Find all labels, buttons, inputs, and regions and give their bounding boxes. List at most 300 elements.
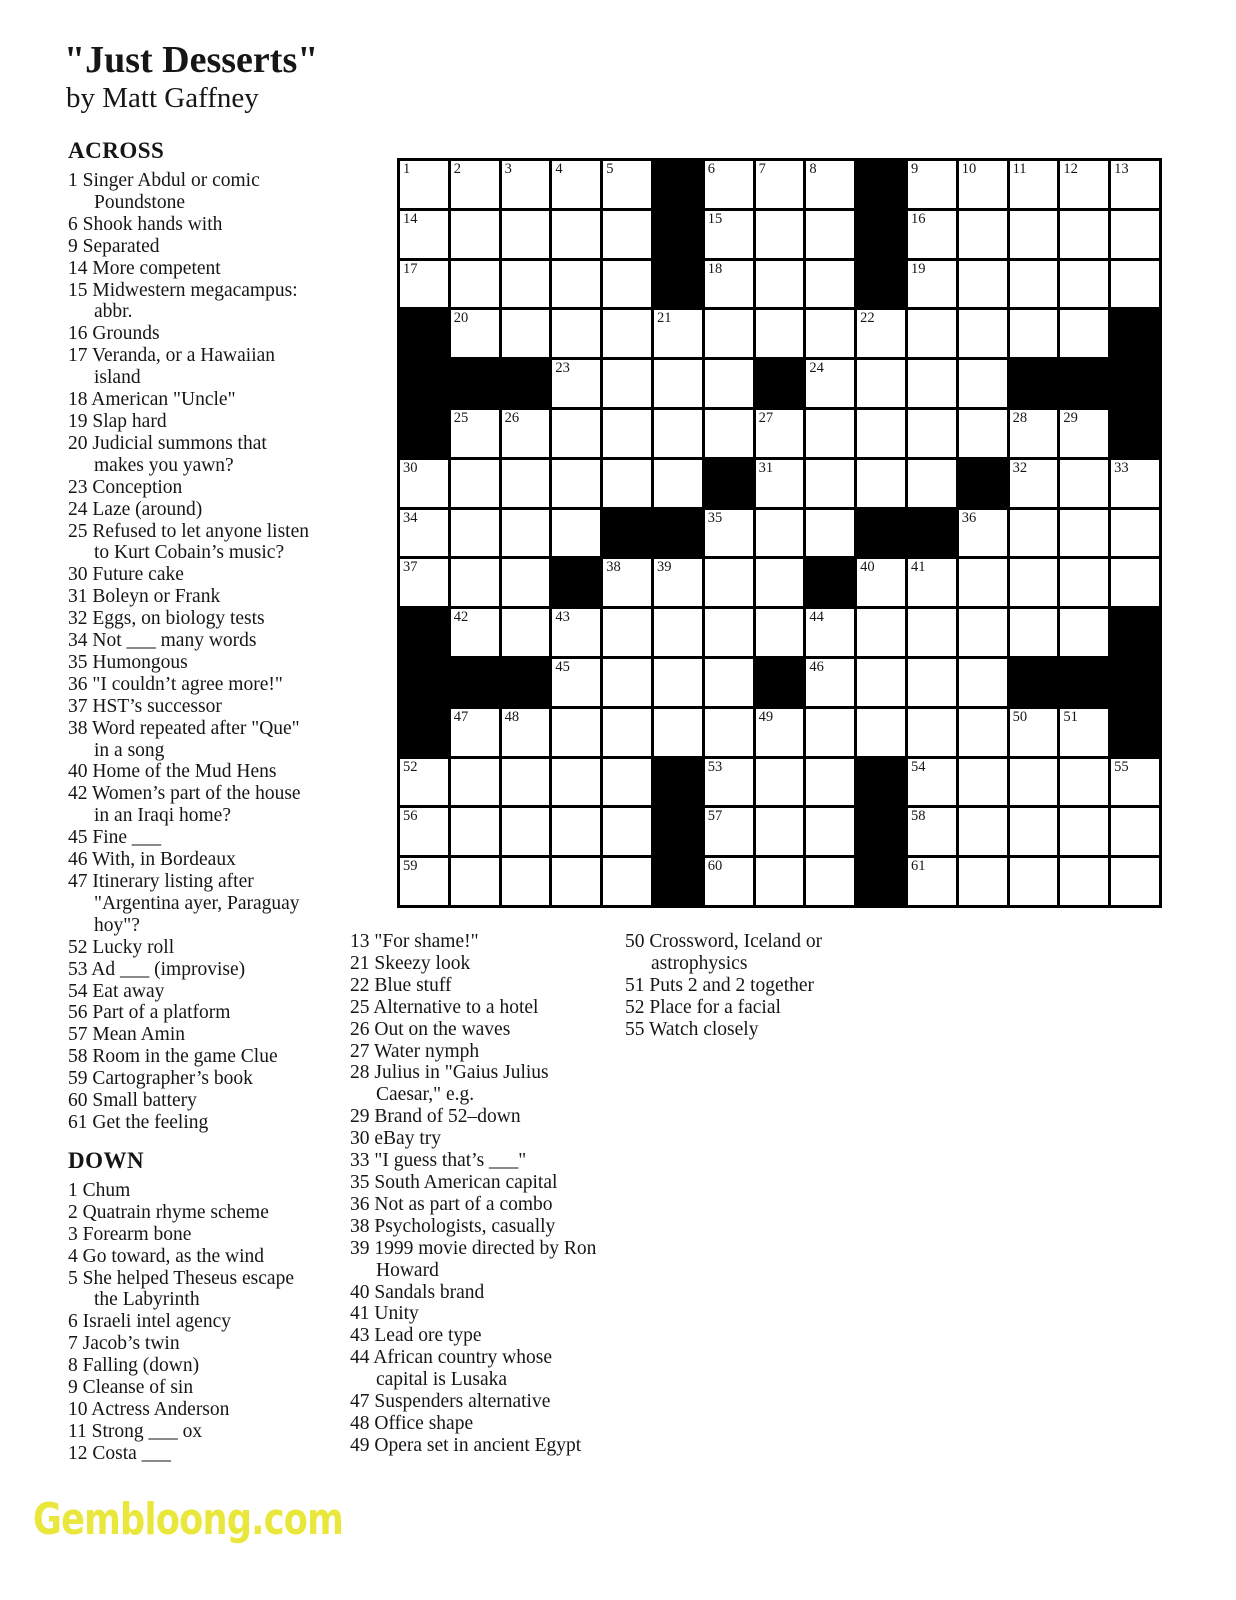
cell-number-49: 49 xyxy=(758,708,774,725)
down-header: DOWN xyxy=(68,1147,145,1173)
cell-r12c1-black xyxy=(400,709,448,756)
cell-r12c5 xyxy=(603,709,651,756)
cell-r10c4 xyxy=(552,609,600,656)
cell-r5c10 xyxy=(857,360,905,407)
down-clue-35: 35 South American capital xyxy=(350,1171,558,1193)
down-clue-33: 33 "I guess that’s ___" xyxy=(350,1150,527,1172)
cell-r12c4 xyxy=(552,709,600,756)
cell-r9c6 xyxy=(654,559,702,606)
cell-r13c1 xyxy=(400,759,448,806)
cell-r10c5 xyxy=(603,609,651,656)
cell-number-16: 16 xyxy=(910,210,926,227)
cell-r3c7 xyxy=(705,261,753,308)
cell-r1c12 xyxy=(959,161,1007,208)
cell-r7c9 xyxy=(806,460,854,507)
cell-r2c3 xyxy=(502,211,550,258)
cell-r5c11 xyxy=(908,360,956,407)
cell-r4c4 xyxy=(552,310,600,357)
cell-r10c13 xyxy=(1010,609,1058,656)
cell-r8c2 xyxy=(451,510,499,557)
cell-number-29: 29 xyxy=(1063,409,1078,426)
across-clue-42: 42 Women’s part of the house in an Iraqi home? xyxy=(68,783,301,827)
down-clue-26: 26 Out on the waves xyxy=(350,1018,511,1040)
across-clue-52: 52 Lucky roll xyxy=(68,936,175,958)
cell-r1c1 xyxy=(400,161,448,208)
cell-r14c10-black xyxy=(857,808,905,855)
cell-r2c1 xyxy=(400,211,448,258)
down-clue-30: 30 eBay try xyxy=(350,1128,441,1150)
cell-r1c4 xyxy=(552,161,600,208)
down-clue-13: 13 "For shame!" xyxy=(350,931,479,952)
cell-r14c11 xyxy=(908,808,956,855)
across-clue-53: 53 Ad ___ (improvise) xyxy=(68,958,246,980)
cell-r4c7 xyxy=(705,310,753,357)
cell-number-37: 37 xyxy=(403,559,418,576)
cell-number-52: 52 xyxy=(403,758,418,775)
cell-r8c3 xyxy=(502,510,550,557)
cell-r6c11 xyxy=(908,410,956,457)
cell-r8c5-black xyxy=(603,510,651,557)
across-clue-30: 30 Future cake xyxy=(68,564,184,586)
cell-r14c13 xyxy=(1010,808,1058,855)
cell-number-25: 25 xyxy=(453,409,469,426)
cell-r6c8 xyxy=(756,410,804,457)
cell-r2c9 xyxy=(806,211,854,258)
cell-r7c6 xyxy=(654,460,702,507)
cell-number-15: 15 xyxy=(707,210,723,227)
cell-r15c10-black xyxy=(857,858,905,905)
down-clue-25: 25 Alternative to a hotel xyxy=(350,996,539,1018)
cell-r12c3 xyxy=(502,709,550,756)
cell-number-28: 28 xyxy=(1012,409,1028,426)
cell-r14c7 xyxy=(705,808,753,855)
cell-r12c7 xyxy=(705,709,753,756)
across-clue-25: 25 Refused to let anyone listen to Kurt Cobain’s music? xyxy=(68,520,309,564)
cell-r15c8 xyxy=(756,858,804,905)
clues-column-left xyxy=(68,138,310,1465)
cell-r4c13 xyxy=(1010,310,1058,357)
cell-r8c10-black xyxy=(857,510,905,557)
cell-r15c12 xyxy=(959,858,1007,905)
down-clue-47: 47 Suspenders alternative xyxy=(350,1391,551,1413)
cell-number-45: 45 xyxy=(555,658,570,675)
cell-r10c8 xyxy=(756,609,804,656)
cell-r2c11 xyxy=(908,211,956,258)
cell-r12c8 xyxy=(756,709,804,756)
cell-r5c9 xyxy=(806,360,854,407)
down-clue-4: 4 Go toward, as the wind xyxy=(68,1245,265,1267)
down-clue-52: 52 Place for a facial xyxy=(625,996,781,1018)
cell-number-55: 55 xyxy=(1114,758,1129,775)
cell-r15c9 xyxy=(806,858,854,905)
cell-r9c2 xyxy=(451,559,499,606)
cell-r14c9 xyxy=(806,808,854,855)
cell-r11c9 xyxy=(806,659,854,706)
across-clue-32: 32 Eggs, on biology tests xyxy=(68,608,265,630)
cell-r5c15-black xyxy=(1111,360,1159,407)
cell-r12c2 xyxy=(451,709,499,756)
cell-number-56: 56 xyxy=(403,808,418,825)
cell-r10c15-black xyxy=(1111,609,1159,656)
cell-r9c12 xyxy=(959,559,1007,606)
cell-r14c12 xyxy=(959,808,1007,855)
cell-r1c7 xyxy=(705,161,753,208)
cell-r9c7 xyxy=(705,559,753,606)
cell-r10c9 xyxy=(806,609,854,656)
cell-r6c4 xyxy=(552,410,600,457)
watermark: Gembloong.com xyxy=(33,1494,344,1545)
cell-r15c6-black xyxy=(654,858,702,905)
cell-r12c6 xyxy=(654,709,702,756)
cell-r12c9 xyxy=(806,709,854,756)
cell-r2c13 xyxy=(1010,211,1058,258)
cell-r6c15-black xyxy=(1111,410,1159,457)
cell-r11c5 xyxy=(603,659,651,706)
cell-r4c5 xyxy=(603,310,651,357)
cell-r3c13 xyxy=(1010,261,1058,308)
cell-r13c9 xyxy=(806,759,854,806)
across-clue-6: 6 Shook hands with xyxy=(68,213,223,235)
cell-r1c6-black xyxy=(654,161,702,208)
cell-r9c5 xyxy=(603,559,651,606)
cell-number-30: 30 xyxy=(403,459,418,476)
down-clue-1: 1 Chum xyxy=(68,1179,131,1201)
cell-number-35: 35 xyxy=(707,509,723,526)
cell-r4c8 xyxy=(756,310,804,357)
down-clue-48: 48 Office shape xyxy=(350,1412,474,1434)
cell-number-44: 44 xyxy=(809,609,824,626)
cell-number-23: 23 xyxy=(555,360,570,377)
cell-number-36: 36 xyxy=(961,509,977,526)
puzzle-title: "Just Desserts" xyxy=(64,39,319,81)
cell-r6c1-black xyxy=(400,410,448,457)
cell-r4c3 xyxy=(502,310,550,357)
cell-r13c4 xyxy=(552,759,600,806)
cell-r6c13 xyxy=(1010,410,1058,457)
down-clue-list-3 xyxy=(625,931,863,1041)
down-clue-41: 41 Unity xyxy=(350,1303,419,1325)
cell-r5c6 xyxy=(654,360,702,407)
cell-number-43: 43 xyxy=(555,609,570,626)
cell-r3c5 xyxy=(603,261,651,308)
cell-r5c7 xyxy=(705,360,753,407)
down-clue-list-1 xyxy=(68,1180,310,1465)
cell-number-58: 58 xyxy=(910,808,926,825)
cell-r2c14 xyxy=(1060,211,1108,258)
down-clue-22: 22 Blue stuff xyxy=(350,974,452,996)
across-header: ACROSS xyxy=(68,138,165,163)
cell-r3c15 xyxy=(1111,261,1159,308)
across-clue-36: 36 "I couldn’t agree more!" xyxy=(68,673,283,695)
cell-r11c4 xyxy=(552,659,600,706)
across-clue-46: 46 With, in Bordeaux xyxy=(68,849,236,871)
cell-r3c14 xyxy=(1060,261,1108,308)
cell-r2c2 xyxy=(451,211,499,258)
down-clue-40: 40 Sandals brand xyxy=(350,1281,485,1303)
down-clue-51: 51 Puts 2 and 2 together xyxy=(625,974,815,996)
cell-r1c15 xyxy=(1111,161,1159,208)
down-clue-21: 21 Skeezy look xyxy=(350,952,471,974)
cell-number-32: 32 xyxy=(1012,459,1028,476)
cell-r3c4 xyxy=(552,261,600,308)
cell-r8c15 xyxy=(1111,510,1159,557)
cell-r14c5 xyxy=(603,808,651,855)
cell-number-2: 2 xyxy=(453,161,462,177)
cell-r1c5 xyxy=(603,161,651,208)
across-clue-16: 16 Grounds xyxy=(68,323,160,345)
down-clue-29: 29 Brand of 52–down xyxy=(350,1106,521,1128)
cell-number-57: 57 xyxy=(707,808,723,825)
cell-r2c6-black xyxy=(654,211,702,258)
cell-r4c12 xyxy=(959,310,1007,357)
cell-r8c8 xyxy=(756,510,804,557)
cell-number-7: 7 xyxy=(758,161,766,177)
down-clue-6: 6 Israeli intel agency xyxy=(68,1311,231,1333)
across-clue-20: 20 Judicial summons that makes you yawn? xyxy=(68,432,267,476)
cell-r15c13 xyxy=(1010,858,1058,905)
down-clue-9: 9 Cleanse of sin xyxy=(68,1377,194,1399)
down-clue-10: 10 Actress Anderson xyxy=(68,1398,230,1420)
cell-r14c3 xyxy=(502,808,550,855)
cell-r11c1-black xyxy=(400,659,448,706)
cell-r8c6-black xyxy=(654,510,702,557)
cell-r1c3 xyxy=(502,161,550,208)
cell-number-20: 20 xyxy=(453,310,469,327)
cell-r11c7 xyxy=(705,659,753,706)
cell-r14c15 xyxy=(1111,808,1159,855)
cell-r14c1 xyxy=(400,808,448,855)
cell-r9c8 xyxy=(756,559,804,606)
cell-r7c5 xyxy=(603,460,651,507)
across-clue-35: 35 Humongous xyxy=(68,651,188,673)
cell-r7c12-black xyxy=(959,460,1007,507)
cell-number-12: 12 xyxy=(1063,161,1078,177)
cell-r4c14 xyxy=(1060,310,1108,357)
down-clue-8: 8 Falling (down) xyxy=(68,1355,200,1377)
cell-r3c11 xyxy=(908,261,956,308)
across-clue-list xyxy=(68,170,310,1134)
cell-number-50: 50 xyxy=(1012,708,1028,725)
down-clue-55: 55 Watch closely xyxy=(625,1018,759,1040)
cell-r11c11 xyxy=(908,659,956,706)
cell-r11c15-black xyxy=(1111,659,1159,706)
cell-r15c3 xyxy=(502,858,550,905)
across-clue-31: 31 Boleyn or Frank xyxy=(68,586,221,608)
across-clue-45: 45 Fine ___ xyxy=(68,827,162,849)
cell-r2c10-black xyxy=(857,211,905,258)
cell-r6c6 xyxy=(654,410,702,457)
cell-r1c13 xyxy=(1010,161,1058,208)
cell-r5c8-black xyxy=(756,360,804,407)
down-clue-7: 7 Jacob’s twin xyxy=(68,1333,180,1355)
cell-r3c12 xyxy=(959,261,1007,308)
cell-r1c9 xyxy=(806,161,854,208)
across-clue-24: 24 Laze (around) xyxy=(68,498,203,520)
cell-r6c14 xyxy=(1060,410,1108,457)
cell-r1c14 xyxy=(1060,161,1108,208)
cell-r9c9-black xyxy=(806,559,854,606)
across-clue-59: 59 Cartographer’s book xyxy=(68,1068,253,1090)
cell-number-54: 54 xyxy=(910,758,926,775)
across-clue-37: 37 HST’s successor xyxy=(68,695,222,717)
across-clue-19: 19 Slap hard xyxy=(68,410,167,432)
across-clue-14: 14 More competent xyxy=(68,257,221,279)
cell-r13c11 xyxy=(908,759,956,806)
across-clue-34: 34 Not ___ many words xyxy=(68,630,257,652)
cell-r4c11 xyxy=(908,310,956,357)
cell-r8c4 xyxy=(552,510,600,557)
cell-r13c10-black xyxy=(857,759,905,806)
cell-r5c2-black xyxy=(451,360,499,407)
across-clue-60: 60 Small battery xyxy=(68,1090,197,1112)
across-clue-9: 9 Separated xyxy=(68,235,160,257)
cell-r15c5 xyxy=(603,858,651,905)
cell-r10c2 xyxy=(451,609,499,656)
cell-r4c6 xyxy=(654,310,702,357)
cell-r9c13 xyxy=(1010,559,1058,606)
cell-r9c15 xyxy=(1111,559,1159,606)
down-clue-43: 43 Lead ore type xyxy=(350,1325,482,1347)
cell-r5c5 xyxy=(603,360,651,407)
cell-r7c2 xyxy=(451,460,499,507)
cell-r7c13 xyxy=(1010,460,1058,507)
cell-r15c15 xyxy=(1111,858,1159,905)
cell-r7c4 xyxy=(552,460,600,507)
cell-r13c15 xyxy=(1111,759,1159,806)
cell-number-24: 24 xyxy=(809,360,824,377)
cell-r10c1-black xyxy=(400,609,448,656)
cell-r7c3 xyxy=(502,460,550,507)
cell-r13c5 xyxy=(603,759,651,806)
cell-number-46: 46 xyxy=(809,658,824,675)
cell-number-40: 40 xyxy=(860,559,875,576)
across-clue-54: 54 Eat away xyxy=(68,980,165,1002)
cell-r9c10 xyxy=(857,559,905,606)
cell-r15c1 xyxy=(400,858,448,905)
down-clue-50: 50 Crossword, Iceland or astrophysics xyxy=(625,931,823,974)
cell-r11c10 xyxy=(857,659,905,706)
across-clue-23: 23 Conception xyxy=(68,476,183,498)
cell-r7c15 xyxy=(1111,460,1159,507)
cell-r8c12 xyxy=(959,510,1007,557)
cell-number-17: 17 xyxy=(403,260,418,277)
cell-r9c4-black xyxy=(552,559,600,606)
cell-number-38: 38 xyxy=(606,559,621,576)
cell-number-5: 5 xyxy=(606,161,614,177)
cell-r6c3 xyxy=(502,410,550,457)
cell-r8c9 xyxy=(806,510,854,557)
cell-r2c7 xyxy=(705,211,753,258)
cell-r8c7 xyxy=(705,510,753,557)
cell-r14c8 xyxy=(756,808,804,855)
cell-number-3: 3 xyxy=(504,161,512,177)
cell-r10c3 xyxy=(502,609,550,656)
cell-number-1: 1 xyxy=(403,161,411,177)
across-clue-61: 61 Get the feeling xyxy=(68,1111,209,1133)
cell-r3c3 xyxy=(502,261,550,308)
down-clue-49: 49 Opera set in ancient Egypt xyxy=(350,1434,582,1456)
cell-r13c2 xyxy=(451,759,499,806)
cell-r9c3 xyxy=(502,559,550,606)
cell-r11c8-black xyxy=(756,659,804,706)
cell-r8c1 xyxy=(400,510,448,557)
cell-number-8: 8 xyxy=(809,161,817,177)
down-clue-12: 12 Costa ___ xyxy=(68,1442,171,1464)
cell-r12c13 xyxy=(1010,709,1058,756)
cell-r15c2 xyxy=(451,858,499,905)
cell-r6c9 xyxy=(806,410,854,457)
down-clue-36: 36 Not as part of a combo xyxy=(350,1193,553,1215)
cell-r1c10-black xyxy=(857,161,905,208)
cell-r2c4 xyxy=(552,211,600,258)
cell-r4c2 xyxy=(451,310,499,357)
cell-r6c2 xyxy=(451,410,499,457)
cell-r15c4 xyxy=(552,858,600,905)
cell-r2c12 xyxy=(959,211,1007,258)
cell-number-60: 60 xyxy=(707,858,723,875)
cell-r5c1-black xyxy=(400,360,448,407)
cell-r11c12 xyxy=(959,659,1007,706)
cell-number-18: 18 xyxy=(707,260,723,277)
cell-r3c6-black xyxy=(654,261,702,308)
cell-r13c3 xyxy=(502,759,550,806)
across-clue-1: 1 Singer Abdul or comic Poundstone xyxy=(68,170,260,213)
cell-r13c7 xyxy=(705,759,753,806)
cell-r6c12 xyxy=(959,410,1007,457)
cell-r15c11 xyxy=(908,858,956,905)
down-clue-38: 38 Psychologists, casually xyxy=(350,1215,556,1237)
cell-r9c11 xyxy=(908,559,956,606)
cell-r14c6-black xyxy=(654,808,702,855)
cell-r13c12 xyxy=(959,759,1007,806)
puzzle-byline: by Matt Gaffney xyxy=(66,82,259,114)
across-clue-56: 56 Part of a platform xyxy=(68,1002,231,1024)
cell-r10c14 xyxy=(1060,609,1108,656)
down-clue-2: 2 Quatrain rhyme scheme xyxy=(68,1201,269,1223)
cell-number-61: 61 xyxy=(910,858,926,875)
cell-r3c2 xyxy=(451,261,499,308)
cell-r7c11 xyxy=(908,460,956,507)
cell-r5c13-black xyxy=(1010,360,1058,407)
cell-r12c15-black xyxy=(1111,709,1159,756)
crossword-grid xyxy=(397,158,1162,908)
cell-number-53: 53 xyxy=(707,758,723,775)
cell-r2c8 xyxy=(756,211,804,258)
cell-number-27: 27 xyxy=(758,409,774,426)
down-clue-39: 39 1999 movie directed by Ron Howard xyxy=(350,1237,597,1281)
down-clue-3: 3 Forearm bone xyxy=(68,1223,192,1245)
cell-r4c1-black xyxy=(400,310,448,357)
cell-number-41: 41 xyxy=(910,559,926,576)
down-clue-44: 44 African country whose capital is Lusaka xyxy=(350,1347,552,1391)
cell-r4c10 xyxy=(857,310,905,357)
down-clue-28: 28 Julius in "Gaius Julius Caesar," e.g. xyxy=(350,1062,549,1106)
cell-number-10: 10 xyxy=(961,161,977,177)
cell-number-31: 31 xyxy=(758,459,774,476)
cell-r15c7 xyxy=(705,858,753,905)
cell-number-33: 33 xyxy=(1114,459,1129,476)
cell-r11c13-black xyxy=(1010,659,1058,706)
cell-r3c9 xyxy=(806,261,854,308)
cell-r14c4 xyxy=(552,808,600,855)
cell-r10c11 xyxy=(908,609,956,656)
cell-r9c1 xyxy=(400,559,448,606)
cell-r11c2-black xyxy=(451,659,499,706)
cell-number-47: 47 xyxy=(453,708,469,725)
cell-r5c3-black xyxy=(502,360,550,407)
cell-number-11: 11 xyxy=(1012,161,1027,177)
cell-r13c6-black xyxy=(654,759,702,806)
